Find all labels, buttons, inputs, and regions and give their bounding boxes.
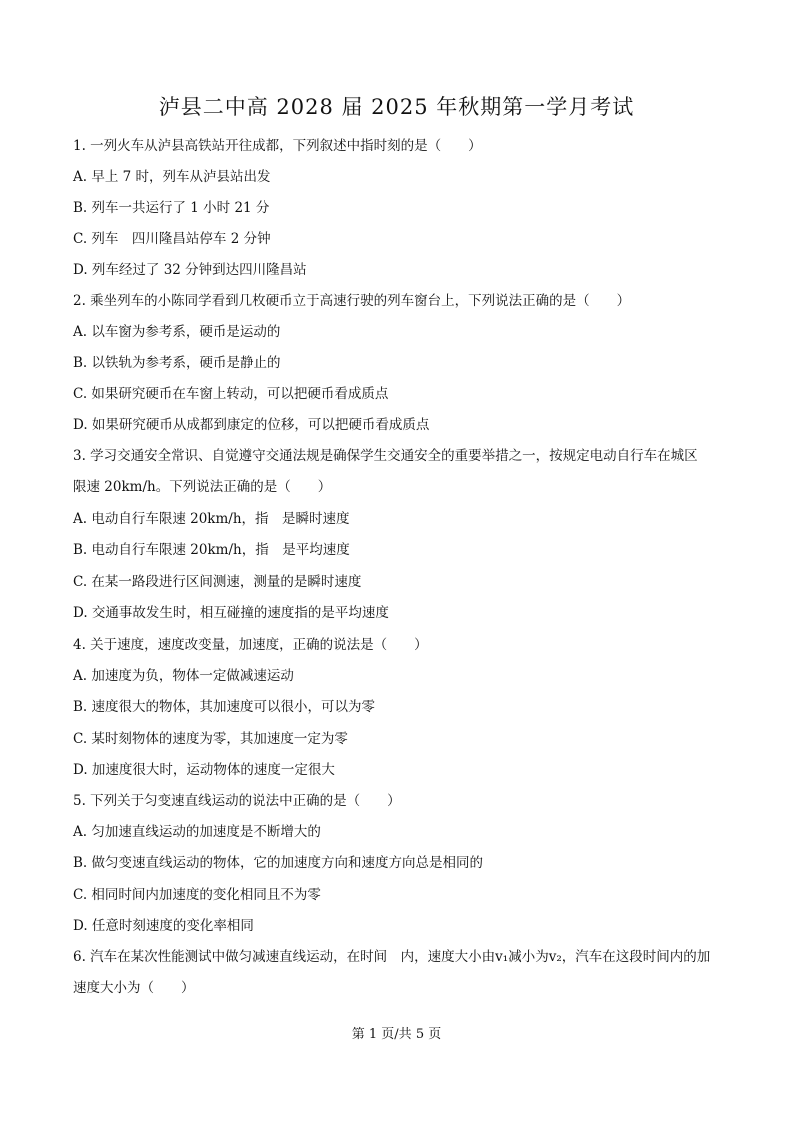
question-3-stem: 3. 学习交通安全常识、自觉遵守交通法规是确保学生交通安全的重要举措之一，按规定电动自行车在城区 [73, 448, 698, 464]
question-2-stem: 2. 乘坐列车的小陈同学看到几枚硬币立于高速行驶的列车窗台上，下列说法正确的是（ ） [73, 293, 631, 309]
question-1-option-b: B. 列车一共运行了 1 小时 21 分 [73, 200, 270, 216]
question-1-stem: 1. 一列火车从泸县高铁站开往成都，下列叙述中指时刻的是（ ） [73, 138, 482, 154]
question-4-option-d: D. 加速度很大时，运动物体的速度一定很大 [73, 762, 335, 778]
question-5-option-d: D. 任意时刻速度的变化率相同 [73, 918, 254, 934]
question-2-option-b: B. 以铁轨为参考系，硬币是静止的 [73, 355, 281, 371]
question-6-stem: 6. 汽车在某次性能测试中做匀减速直线运动，在时间 内，速度大小由v₁减小为v₂，汽车在这段时间内的加 [73, 949, 711, 965]
question-3-option-d: D. 交通事故发生时，相互碰撞的速度指的是平均速度 [73, 605, 389, 621]
question-5-option-b: B. 做匀变速直线运动的物体，它的加速度方向和速度方向总是相同的 [73, 855, 484, 871]
question-3-stem-cont: 限速 20km/h。下列说法正确的是（ ） [73, 479, 332, 495]
question-2-option-c: C. 如果研究硬币在车窗上转动，可以把硬币看成质点 [73, 386, 389, 402]
page-number: 第 1 页/共 5 页 [351, 1027, 442, 1042]
question-1-option-c: C. 列车 四川隆昌站停车 2 分钟 [73, 231, 271, 247]
question-5-stem: 5. 下列关于匀变速直线运动的说法中正确的是（ ） [73, 793, 401, 809]
question-4-stem: 4. 关于速度，速度改变量，加速度，正确的说法是（ ） [73, 637, 428, 653]
exam-title: 泸县二中高 2028 届 2025 年秋期第一学月考试 [158, 95, 635, 119]
question-6-stem-cont: 速度大小为（ ） [73, 980, 195, 996]
question-1-option-a: A. 早上 7 时，列车从泸县站出发 [73, 169, 271, 185]
question-3-option-b: B. 电动自行车限速 20km/h，指 是平均速度 [73, 542, 350, 558]
question-2-option-d: D. 如果研究硬币从成都到康定的位移，可以把硬币看成质点 [73, 417, 430, 433]
question-1-option-d: D. 列车经过了 32 分钟到达四川隆昌站 [73, 262, 307, 278]
question-3-option-c: C. 在某一路段进行区间测速，测量的是瞬时速度 [73, 574, 362, 590]
question-2-option-a: A. 以车窗为参考系，硬币是运动的 [73, 324, 281, 340]
question-5-option-c: C. 相同时间内加速度的变化相同且不为零 [73, 887, 321, 903]
question-4-option-a: A. 加速度为负，物体一定做减速运动 [73, 668, 294, 684]
question-3-option-a: A. 电动自行车限速 20km/h，指 是瞬时速度 [73, 511, 350, 527]
question-5-option-a: A. 匀加速直线运动的加速度是不断增大的 [73, 824, 321, 840]
question-4-option-c: C. 某时刻物体的速度为零，其加速度一定为零 [73, 731, 348, 747]
question-4-option-b: B. 速度很大的物体，其加速度可以很小，可以为零 [73, 699, 376, 715]
